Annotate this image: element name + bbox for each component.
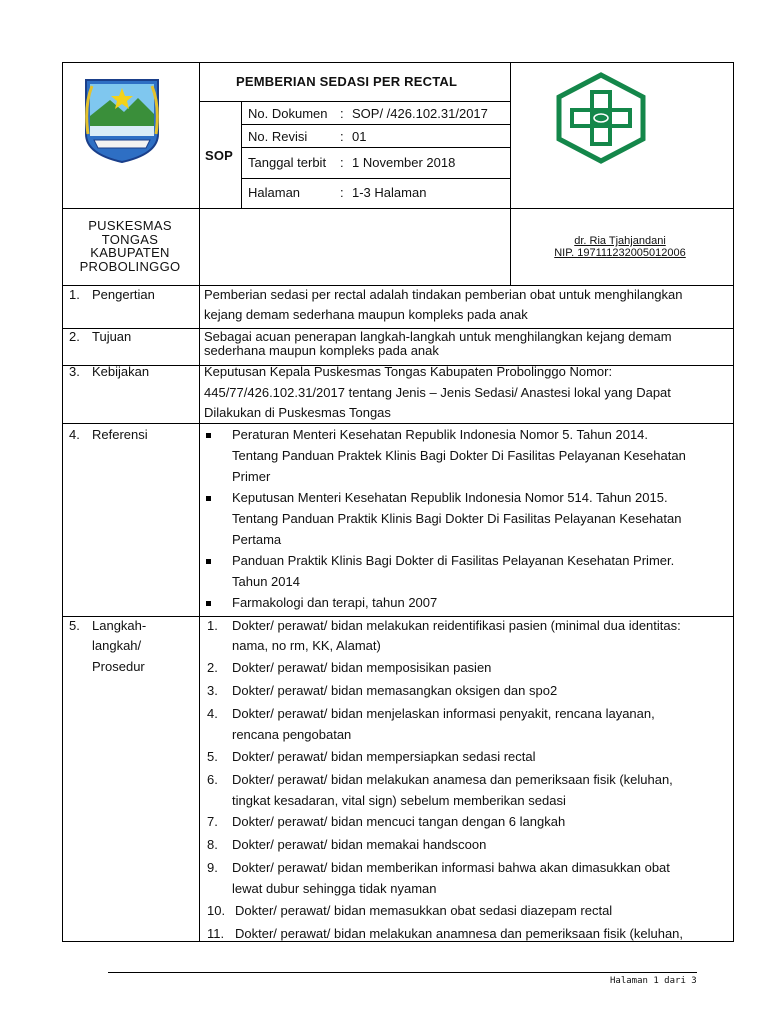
step-number: 9. — [207, 860, 218, 875]
section-number: 2. — [69, 329, 80, 344]
section-label-line: langkah/ — [92, 638, 142, 653]
page-number: Halaman 1 dari 3 — [610, 976, 697, 986]
section-label-line: Langkah- — [92, 618, 147, 633]
section-text-line: Keputusan Kepala Puskesmas Tongas Kabupaten Probolinggo Nomor: — [204, 364, 613, 379]
step-text: Dokter/ perawat/ bidan mencuci tangan dengan 6 langkah — [232, 814, 566, 829]
reference-line: Farmakologi dan terapi, tahun 2007 — [232, 595, 438, 610]
bullet-icon — [206, 496, 211, 501]
section-number: 5. — [69, 618, 80, 633]
section-number: 4. — [69, 427, 80, 442]
step-number: 10. — [207, 903, 226, 918]
sop-label: SOP — [205, 148, 234, 163]
step-text: Dokter/ perawat/ bidan memberikan informasi bahwa akan dimasukkan obat — [232, 860, 670, 875]
doc-number-key: No. Dokumen — [248, 106, 328, 121]
step-text: Dokter/ perawat/ bidan melakukan reidentifikasi pasien (minimal dua identitas: — [232, 618, 681, 633]
section-label-tujuan: Tujuan — [92, 329, 132, 344]
step-number: 3. — [207, 683, 218, 698]
reference-line: Panduan Praktik Klinis Bagi Dokter di Fasilitas Pelayanan Kesehatan Primer. — [232, 553, 675, 568]
bullet-icon — [206, 433, 211, 438]
reference-line: Keputusan Menteri Kesehatan Republik Indonesia Nomor 514. Tahun 2015. — [232, 490, 668, 505]
step-number: 2. — [207, 660, 218, 675]
document-title: PEMBERIAN SEDASI PER RECTAL — [236, 74, 458, 89]
step-text: Dokter/ perawat/ bidan memasangkan oksigen dan spo2 — [232, 683, 558, 698]
section-label-pengertian: Pengertian — [92, 287, 155, 302]
revision-value: 01 — [352, 129, 367, 144]
reference-line: Tahun 2014 — [232, 574, 300, 589]
step-number: 5. — [207, 749, 218, 764]
reference-line: Primer — [232, 469, 271, 484]
step-number: 7. — [207, 814, 218, 829]
step-text: rencana pengobatan — [232, 727, 352, 742]
reference-line: Pertama — [232, 532, 282, 547]
bullet-icon — [206, 601, 211, 606]
step-text: Dokter/ perawat/ bidan melakukan anamnesa dan pemeriksaan fisik (keluhan, — [235, 926, 684, 941]
regency-emblem-logo — [80, 76, 164, 164]
section-text-line: Sebagai acuan penerapan langkah-langkah untuk menghilangkan kejang demam — [204, 329, 672, 344]
reference-line: Tentang Panduan Praktik Klinis Bagi Dokter Di Fasilitas Pelayanan Kesehatan — [232, 511, 682, 526]
org-line: PROBOLINGGO — [79, 258, 181, 274]
signer-block — [520, 235, 720, 259]
step-text: lewat dubur sehingga tidak nyaman — [232, 881, 437, 896]
step-text: nama, no rm, KK, Alamat) — [232, 638, 381, 653]
footer-divider — [108, 972, 697, 973]
step-number: 4. — [207, 706, 218, 721]
reference-line: Peraturan Menteri Kesehatan Republik Indonesia Nomor 5. Tahun 2014. — [232, 427, 649, 442]
revision-key: No. Revisi — [248, 129, 308, 144]
section-number: 3. — [69, 364, 80, 379]
doc-number-value: SOP/ /426.102.31/2017 — [352, 106, 488, 121]
reference-line: Tentang Panduan Praktek Klinis Bagi Dokter Di Fasilitas Pelayanan Kesehatan — [232, 448, 686, 463]
step-text: Dokter/ perawat/ bidan memakai handscoon — [232, 837, 487, 852]
doc-number-sep: : — [340, 106, 344, 121]
section-number: 1. — [69, 287, 80, 302]
issue-date-value: 1 November 2018 — [352, 155, 456, 170]
section-label-line: Prosedur — [92, 659, 145, 674]
step-text: Dokter/ perawat/ bidan memposisikan pasien — [232, 660, 492, 675]
step-text: Dokter/ perawat/ bidan memasukkan obat sedasi diazepam rectal — [235, 903, 613, 918]
section-label-referensi: Referensi — [92, 427, 148, 442]
step-number: 1. — [207, 618, 218, 633]
issue-date-key: Tanggal terbit — [248, 155, 327, 170]
org-line: PUSKESMAS — [88, 218, 172, 233]
page-count-sep: : — [340, 185, 344, 200]
step-number: 11. — [207, 926, 225, 941]
org-line: TONGAS — [101, 231, 159, 247]
step-number: 6. — [207, 772, 218, 787]
section-text-line: Dilakukan di Puskesmas Tongas — [204, 405, 391, 420]
organization-name — [62, 219, 198, 273]
section-label-kebijakan: Kebijakan — [92, 364, 150, 379]
page-count-key: Halaman — [248, 185, 301, 200]
section-text-line: Pemberian sedasi per rectal adalah tindakan pemberian obat untuk menghilangkan — [204, 287, 683, 302]
step-number: 8. — [207, 837, 218, 852]
section-text-line: kejang demam sederhana maupun kompleks pada anak — [204, 307, 528, 322]
revision-sep: : — [340, 129, 344, 144]
section-text-line: sederhana maupun kompleks pada anak — [204, 343, 439, 358]
bullet-icon — [206, 559, 211, 564]
puskesmas-logo — [554, 72, 648, 164]
signer-name: dr. Ria Tjahjandani — [574, 235, 666, 247]
signer-nip: NIP. 197111232005012006 — [554, 247, 686, 259]
issue-date-sep: : — [340, 155, 344, 170]
step-text: tingkat kesadaran, vital sign) sebelum memberikan sedasi — [232, 793, 566, 808]
org-line: KABUPATEN — [90, 245, 170, 260]
page-count-value: 1-3 Halaman — [352, 185, 427, 200]
step-text: Dokter/ perawat/ bidan melakukan anamesa dan pemeriksaan fisik (keluhan, — [232, 772, 673, 787]
step-text: Dokter/ perawat/ bidan mempersiapkan sedasi rectal — [232, 749, 536, 764]
step-text: Dokter/ perawat/ bidan menjelaskan informasi penyakit, rencana layanan, — [232, 706, 655, 721]
section-text-line: 445/77/426.102.31/2017 tentang Jenis – Jenis Sedasi/ Anastesi lokal yang Dapat — [204, 385, 671, 400]
